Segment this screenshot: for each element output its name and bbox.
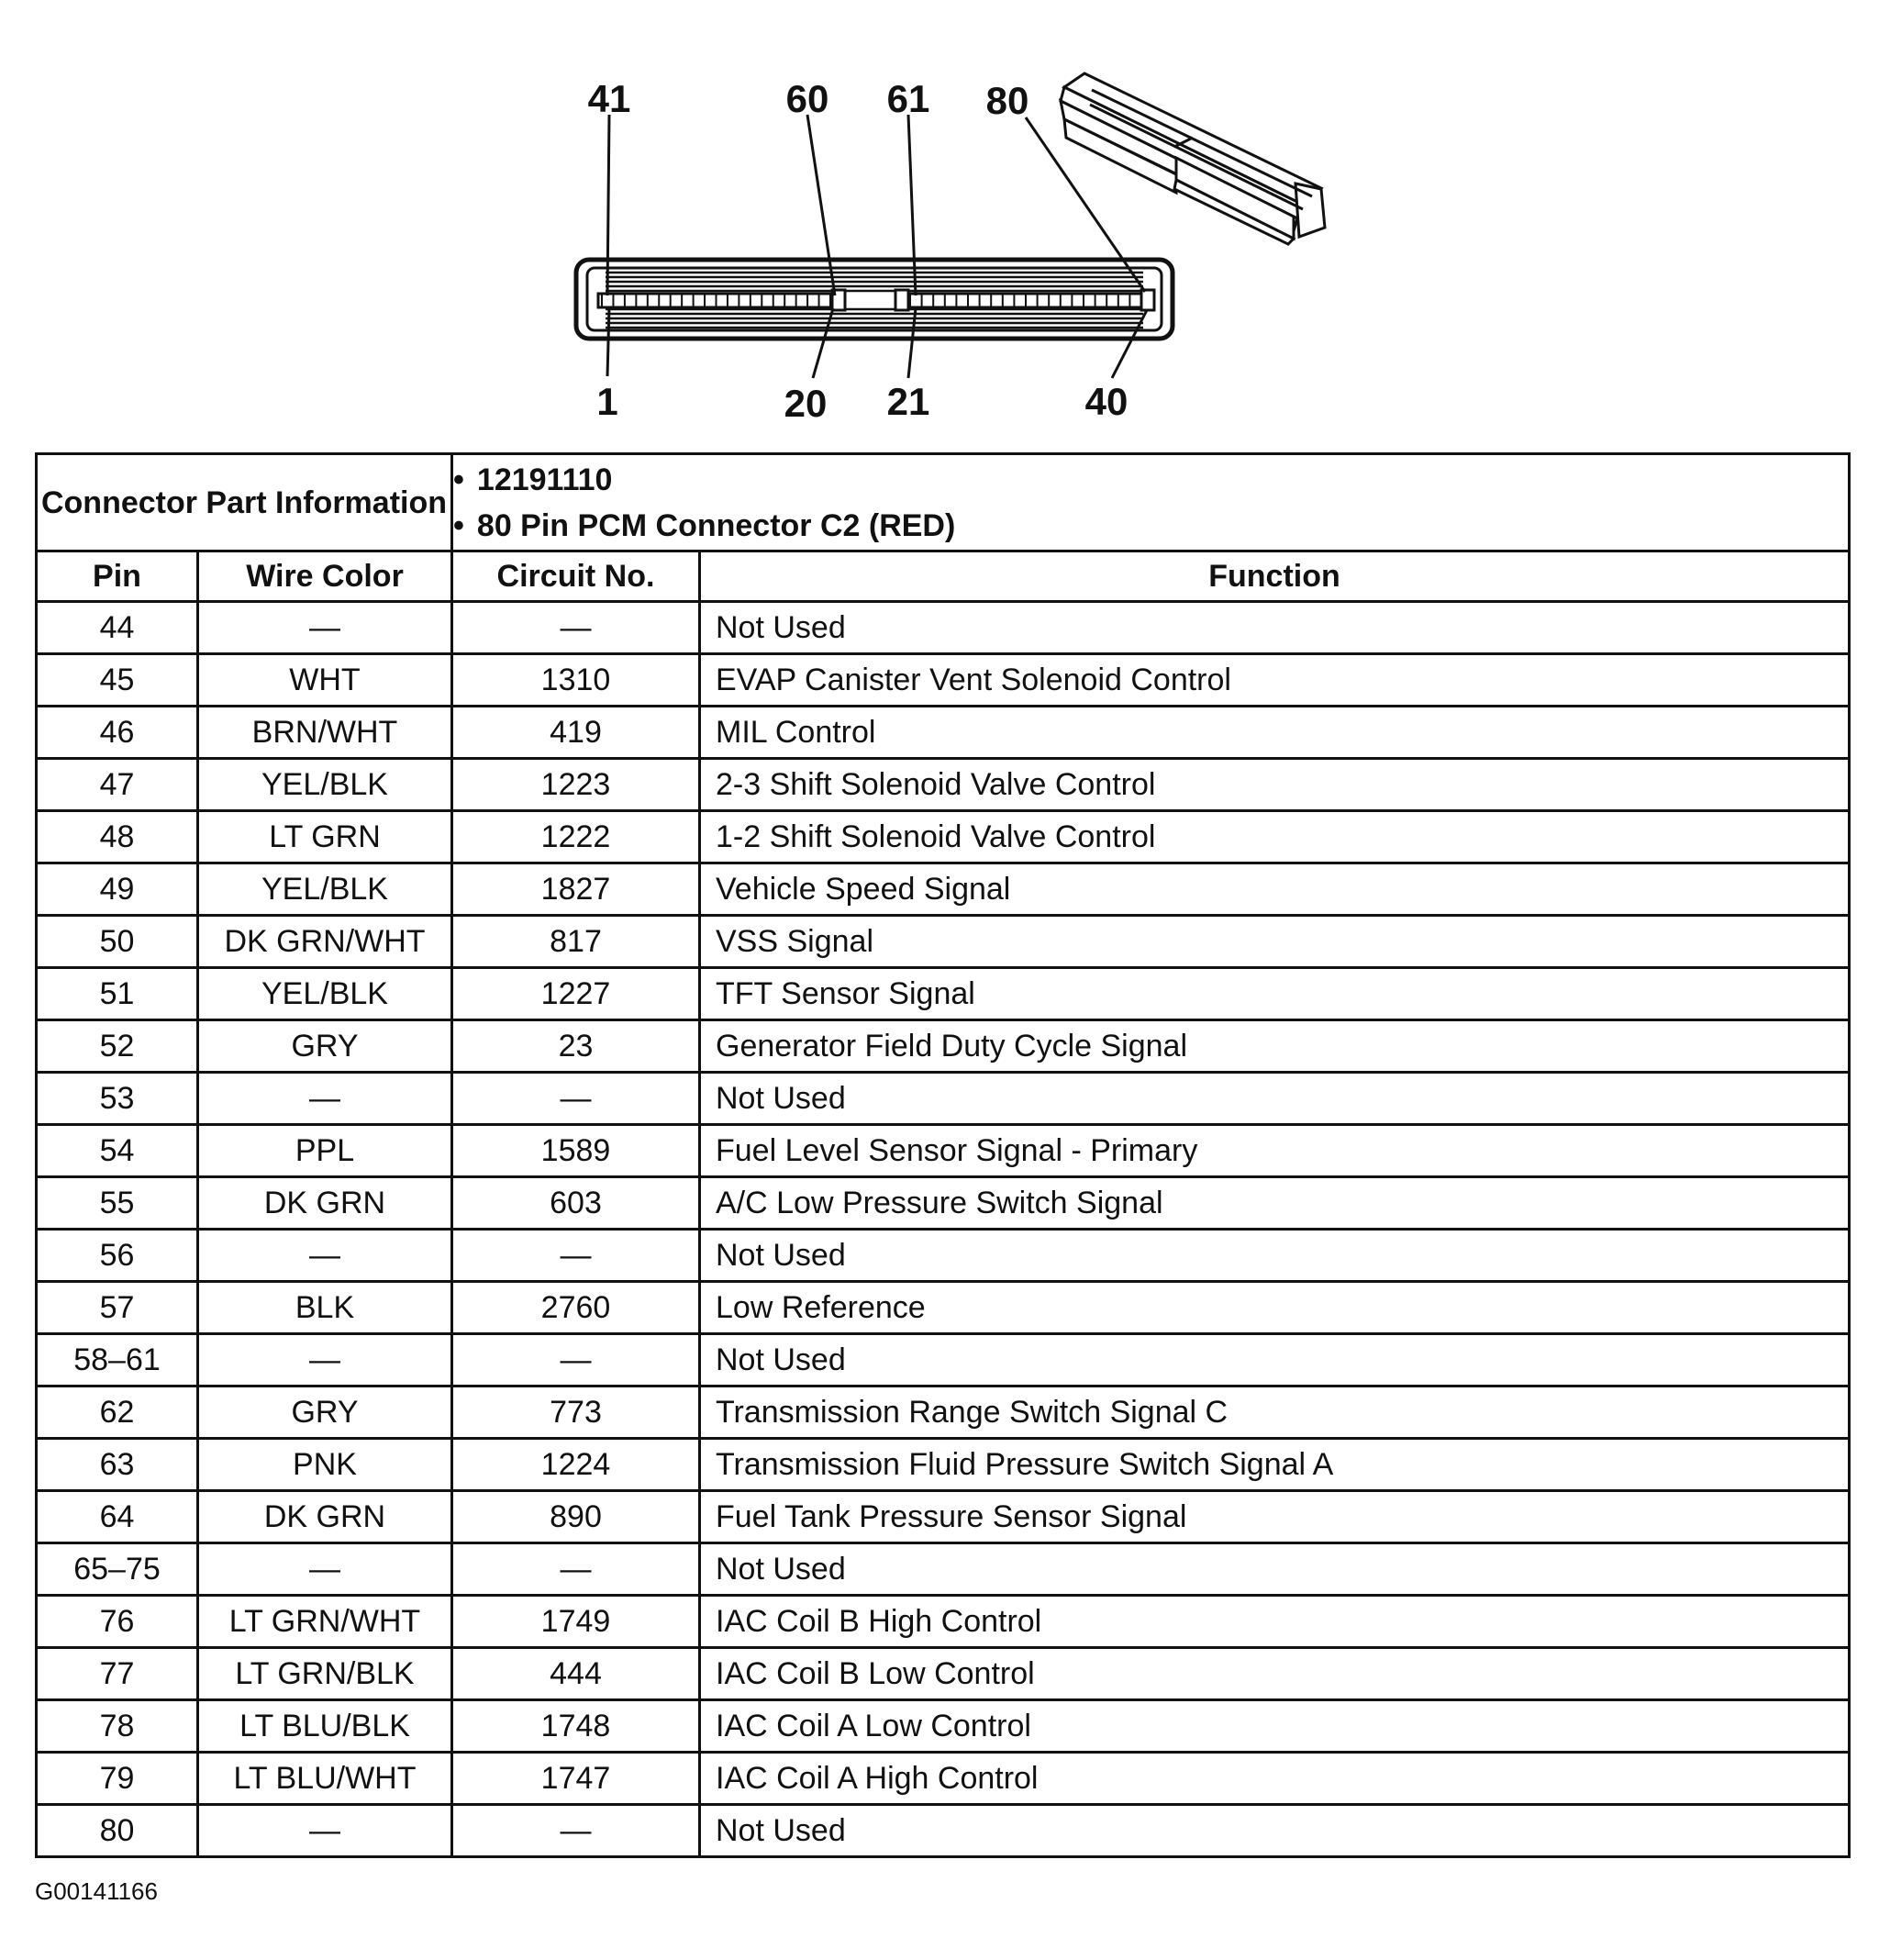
function-cell: VSS Signal	[700, 916, 1850, 968]
function-cell: Low Reference	[700, 1282, 1850, 1334]
pin-cell: 50	[37, 916, 198, 968]
wire-color-cell: DK GRN	[198, 1491, 452, 1543]
circuit-no-cell: 444	[452, 1648, 700, 1700]
function-cell: Transmission Range Switch Signal C	[700, 1386, 1850, 1439]
circuit-no-cell: 1747	[452, 1753, 700, 1805]
wire-color-cell: GRY	[198, 1020, 452, 1073]
table-row	[37, 1282, 1850, 1334]
function-cell: Not Used	[700, 1334, 1850, 1386]
pin-cell: 49	[37, 863, 198, 916]
pinout-table	[35, 452, 1851, 1858]
circuit-no-cell: 1222	[452, 811, 700, 863]
function-cell: Not Used	[700, 602, 1850, 654]
table-row	[37, 968, 1850, 1020]
wire-color-cell: YEL/BLK	[198, 968, 452, 1020]
pin-cell: 79	[37, 1753, 198, 1805]
wire-color-cell: PNK	[198, 1439, 452, 1491]
table-row	[37, 707, 1850, 759]
connector-info-label: Connector Part Information	[37, 454, 452, 551]
function-cell: 1-2 Shift Solenoid Valve Control	[700, 811, 1850, 863]
function-cell: Fuel Tank Pressure Sensor Signal	[700, 1491, 1850, 1543]
circuit-no-cell: 817	[452, 916, 700, 968]
wire-color-cell: WHT	[198, 654, 452, 707]
table-row	[37, 1700, 1850, 1753]
pin-label-61: 61	[886, 77, 930, 120]
circuit-no-cell: —	[452, 1805, 700, 1857]
connector-face-drawing	[576, 260, 1173, 339]
table-row	[37, 654, 1850, 707]
header-pin: Pin	[37, 551, 198, 602]
pin-cell: 78	[37, 1700, 198, 1753]
circuit-no-cell: —	[452, 602, 700, 654]
table-row	[37, 1753, 1850, 1805]
pin-label-1: 1	[596, 380, 618, 423]
figure-id: G00141166	[35, 1877, 158, 1905]
wire-color-cell: PPL	[198, 1125, 452, 1177]
connector-part-number: • 12191110	[453, 457, 1848, 503]
pin-cell: 51	[37, 968, 198, 1020]
circuit-no-cell: 1310	[452, 654, 700, 707]
header-row	[37, 551, 1850, 602]
pin-cell: 64	[37, 1491, 198, 1543]
function-cell: EVAP Canister Vent Solenoid Control	[700, 654, 1850, 707]
header-function: Function	[700, 551, 1850, 602]
wire-color-cell: YEL/BLK	[198, 759, 452, 811]
function-cell: Generator Field Duty Cycle Signal	[700, 1020, 1850, 1073]
pin-cell: 44	[37, 602, 198, 654]
circuit-no-cell: 23	[452, 1020, 700, 1073]
pin-cell: 55	[37, 1177, 198, 1230]
pin-cell: 63	[37, 1439, 198, 1491]
pin-cell: 56	[37, 1230, 198, 1282]
table-row	[37, 1543, 1850, 1596]
table-row	[37, 602, 1850, 654]
connector-side-view-drawing	[1061, 73, 1325, 244]
circuit-no-cell: —	[452, 1073, 700, 1125]
pin-cell: 54	[37, 1125, 198, 1177]
wire-color-cell: LT GRN/WHT	[198, 1596, 452, 1648]
pin-cell: 45	[37, 654, 198, 707]
table-row	[37, 916, 1850, 968]
pin-cell: 58–61	[37, 1334, 198, 1386]
function-cell: A/C Low Pressure Switch Signal	[700, 1177, 1850, 1230]
wire-color-cell: GRY	[198, 1386, 452, 1439]
wire-color-cell: BLK	[198, 1282, 452, 1334]
circuit-no-cell: —	[452, 1334, 700, 1386]
pin-cell: 47	[37, 759, 198, 811]
function-cell: Not Used	[700, 1543, 1850, 1596]
table-row	[37, 1334, 1850, 1386]
circuit-no-cell: 1227	[452, 968, 700, 1020]
wire-color-cell: LT GRN/BLK	[198, 1648, 452, 1700]
table-row	[37, 863, 1850, 916]
table-row	[37, 1439, 1850, 1491]
table-row	[37, 1386, 1850, 1439]
pin-cell: 65–75	[37, 1543, 198, 1596]
pin-label-80: 80	[985, 79, 1029, 122]
wire-color-cell: —	[198, 1805, 452, 1857]
table-row	[37, 1648, 1850, 1700]
wire-color-cell: LT BLU/WHT	[198, 1753, 452, 1805]
circuit-no-cell: 2760	[452, 1282, 700, 1334]
circuit-no-cell: 1827	[452, 863, 700, 916]
circuit-no-cell: 1589	[452, 1125, 700, 1177]
pin-cell: 76	[37, 1596, 198, 1648]
pin-cell: 57	[37, 1282, 198, 1334]
circuit-no-cell: 1223	[452, 759, 700, 811]
function-cell: TFT Sensor Signal	[700, 968, 1850, 1020]
wire-color-cell: YEL/BLK	[198, 863, 452, 916]
table-row	[37, 1491, 1850, 1543]
function-cell: Not Used	[700, 1073, 1850, 1125]
wire-color-cell: DK GRN	[198, 1177, 452, 1230]
table-row	[37, 1805, 1850, 1857]
table-row	[37, 1230, 1850, 1282]
function-cell: Not Used	[700, 1805, 1850, 1857]
function-cell: IAC Coil B High Control	[700, 1596, 1850, 1648]
wire-color-cell: —	[198, 602, 452, 654]
circuit-no-cell: 890	[452, 1491, 700, 1543]
circuit-no-cell: 419	[452, 707, 700, 759]
pin-cell: 48	[37, 811, 198, 863]
function-cell: Vehicle Speed Signal	[700, 863, 1850, 916]
function-cell: IAC Coil A Low Control	[700, 1700, 1850, 1753]
table-row	[37, 1177, 1850, 1230]
wire-color-cell: —	[198, 1230, 452, 1282]
wire-color-cell: —	[198, 1334, 452, 1386]
header-circuit-no: Circuit No.	[452, 551, 700, 602]
pin-cell: 46	[37, 707, 198, 759]
pin-cell: 77	[37, 1648, 198, 1700]
connector-description: • 80 Pin PCM Connector C2 (RED)	[453, 503, 1848, 549]
header-wire-color: Wire Color	[198, 551, 452, 602]
pin-cell: 80	[37, 1805, 198, 1857]
function-cell: 2-3 Shift Solenoid Valve Control	[700, 759, 1850, 811]
function-cell: Fuel Level Sensor Signal - Primary	[700, 1125, 1850, 1177]
wire-color-cell: LT BLU/BLK	[198, 1700, 452, 1753]
wire-color-cell: BRN/WHT	[198, 707, 452, 759]
circuit-no-cell: 773	[452, 1386, 700, 1439]
circuit-no-cell: 603	[452, 1177, 700, 1230]
wire-color-cell: —	[198, 1543, 452, 1596]
wire-color-cell: DK GRN/WHT	[198, 916, 452, 968]
table-row	[37, 1125, 1850, 1177]
connector-info-values	[452, 454, 1850, 551]
pin-label-41: 41	[587, 77, 631, 120]
pin-label-21: 21	[886, 380, 930, 423]
wire-color-cell: LT GRN	[198, 811, 452, 863]
function-cell: IAC Coil B Low Control	[700, 1648, 1850, 1700]
connector-info-row	[37, 454, 1850, 551]
circuit-no-cell: —	[452, 1230, 700, 1282]
wire-color-cell: —	[198, 1073, 452, 1125]
pin-label-40: 40	[1084, 380, 1129, 423]
table-row	[37, 811, 1850, 863]
pin-label-60: 60	[785, 77, 829, 120]
pin-cell: 62	[37, 1386, 198, 1439]
circuit-no-cell: 1748	[452, 1700, 700, 1753]
function-cell: MIL Control	[700, 707, 1850, 759]
function-cell: Transmission Fluid Pressure Switch Signal A	[700, 1439, 1850, 1491]
pin-label-20: 20	[784, 382, 828, 425]
circuit-no-cell: —	[452, 1543, 700, 1596]
function-cell: Not Used	[700, 1230, 1850, 1282]
circuit-no-cell: 1224	[452, 1439, 700, 1491]
circuit-no-cell: 1749	[452, 1596, 700, 1648]
table-row	[37, 1073, 1850, 1125]
pin-cell: 52	[37, 1020, 198, 1073]
table-row	[37, 1596, 1850, 1648]
function-cell: IAC Coil A High Control	[700, 1753, 1850, 1805]
connector-diagram	[0, 0, 1879, 450]
table-row	[37, 1020, 1850, 1073]
pin-cell: 53	[37, 1073, 198, 1125]
table-row	[37, 759, 1850, 811]
